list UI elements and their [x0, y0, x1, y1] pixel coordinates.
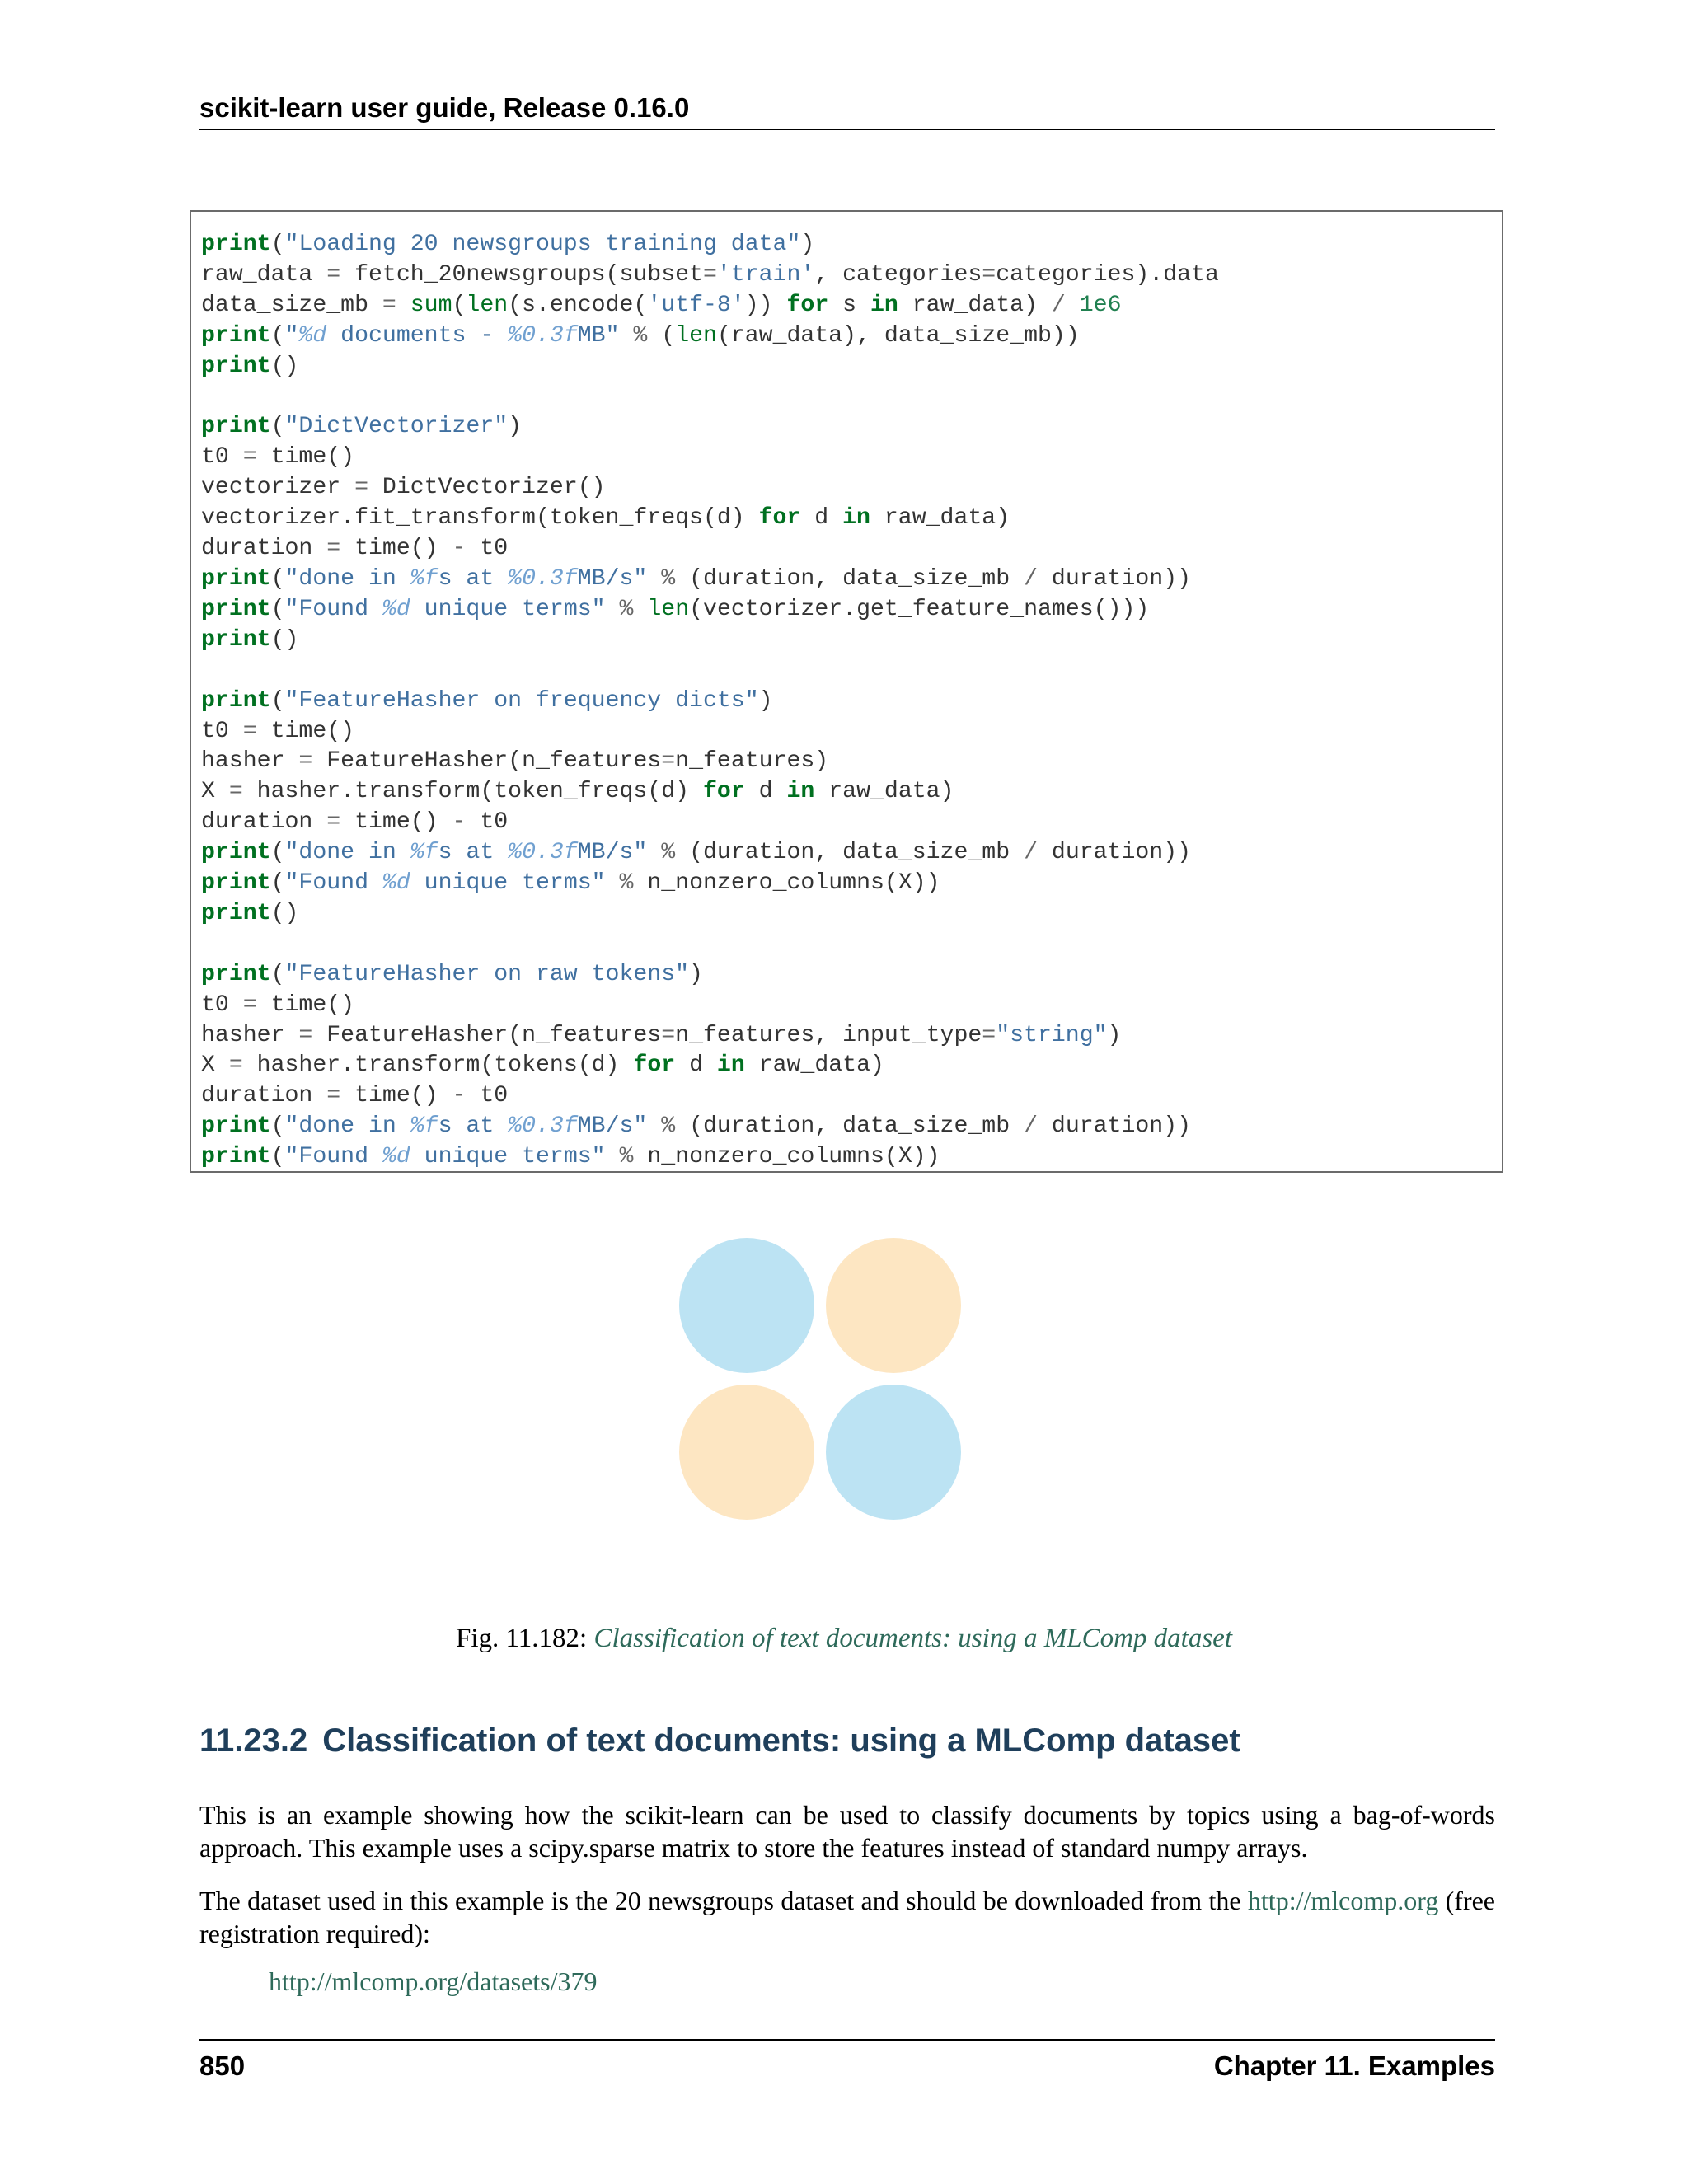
page-header	[199, 92, 1495, 130]
figure-blob-bottom-right	[826, 1385, 961, 1520]
paragraph-dataset	[199, 1884, 1495, 1950]
page-number: 850	[199, 2050, 246, 2081]
header-title: scikit-learn user guide, Release 0.16.0	[199, 92, 690, 123]
page-footer	[199, 2039, 1495, 2081]
section-heading	[199, 1722, 1240, 1760]
section-number: 11.23.2	[199, 1722, 308, 1759]
figure-caption	[0, 1624, 1688, 1654]
paragraph-text: The dataset used in this example is the 20 newsgroups dataset and should be downloaded from the	[199, 1886, 1248, 1915]
paragraph-intro: This is an example showing how the scikit-learn can be used to classify documents by topics using a bag-of-words approach. This example uses a scipy.sparse matrix to store the features instead of standard numpy arrays.	[199, 1800, 1495, 1863]
figure-image	[678, 1236, 966, 1525]
dataset-link[interactable]: http://mlcomp.org/datasets/379	[269, 1966, 598, 1996]
mlcomp-link[interactable]: http://mlcomp.org	[1247, 1886, 1439, 1915]
code-listing: print("Loading 20 newsgroups training data") raw_data = fetch_20newsgroups(subset='train', categories=categories).data data_size_mb = sum(len(s.encode('utf-8')) for s in raw_data) / 1e6 print("%d documents - %0.3fMB" % (len(raw_data), data_size_mb)) print() print("DictVectorizer") t0 = time() vectorizer = DictVectorizer() vectorizer.fit_transform(token_freqs(d) for d in raw_data) duration = time() - t0 print("done in %fs at %0.3fMB/s" % (duration, data_size_mb / duration)) print("Found %d unique terms" % len(vectorizer.get_feature_names())) print() print("FeatureHasher on frequency dicts") t0 = time() hasher = FeatureHasher(n_features=n_features) X = hasher.transform(token_freqs(d) for d in raw_data) duration = time() - t0 print("done in %fs at %0.3fMB/s" % (duration, data_size_mb / duration)) print("Found %d unique terms" % n_nonzero_columns(X)) print() print("FeatureHasher on raw tokens") t0 = time() hasher = FeatureHasher(n_features=n_features, input_type="string") X = hasher.transform(tokens(d) for d in raw_data) duration = time() - t0 print("done in %fs at %0.3fMB/s" % (duration, data_size_mb / duration)) print("Found %d unique terms" % n_nonzero_columns(X))	[201, 232, 1219, 1170]
caption-label: Fig. 11.182:	[455, 1624, 588, 1653]
figure-blob-bottom-left	[679, 1385, 814, 1520]
figure-blob-top-left	[679, 1238, 814, 1373]
code-block	[190, 210, 1503, 1173]
caption-link[interactable]: Classification of text documents: using a MLComp dataset	[593, 1624, 1233, 1653]
section-title-text: Classification of text documents: using a MLComp dataset	[322, 1722, 1240, 1759]
paragraph-text: (free registration required):	[199, 1886, 1496, 1948]
chapter-label: Chapter 11. Examples	[1213, 2050, 1495, 2081]
figure-blob-top-right	[826, 1238, 961, 1373]
